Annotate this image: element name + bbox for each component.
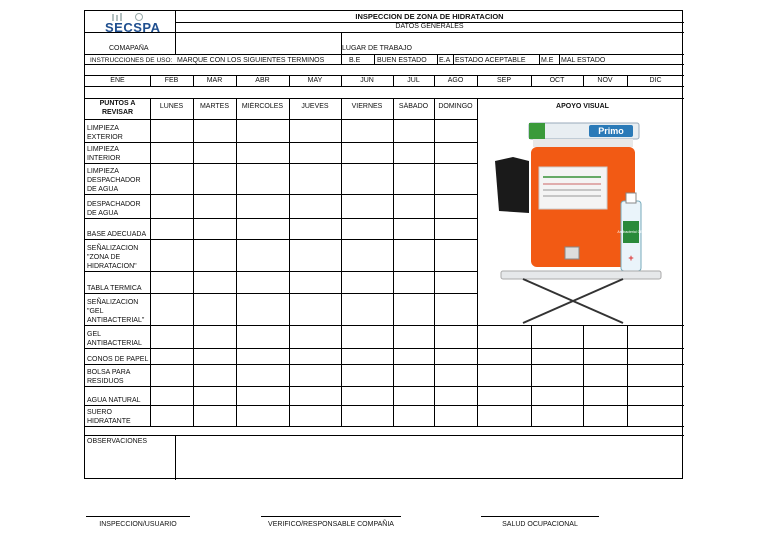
check-cell[interactable] <box>289 271 341 293</box>
check-cell[interactable] <box>341 271 393 293</box>
check-cell[interactable] <box>150 163 193 194</box>
brand-label: Primo <box>598 126 624 136</box>
check-cell[interactable] <box>341 194 393 218</box>
day-header-4: JUEVES <box>301 103 329 110</box>
check-cell[interactable] <box>341 364 393 386</box>
check-cell[interactable] <box>150 386 193 405</box>
check-cell[interactable] <box>341 142 393 163</box>
checklist-row-label: AGUA NATURAL <box>87 397 141 404</box>
checklist-row-label: LIMPIEZA EXTERIOR <box>87 125 123 141</box>
day-header-2: MARTES <box>199 103 230 110</box>
legend-code-me: M.E <box>541 57 554 64</box>
check-cell[interactable] <box>434 142 477 163</box>
visual-header: APOYO VISUAL <box>556 103 609 110</box>
check-cell[interactable] <box>393 325 434 348</box>
check-cell[interactable] <box>193 293 236 325</box>
form-title: INSPECCION DE ZONA DE HIDRATACION <box>355 12 504 21</box>
month-ene: ENE <box>110 77 125 84</box>
check-cell[interactable] <box>289 386 341 405</box>
month-jun: JUN <box>360 77 374 84</box>
month-nov: NOV <box>597 77 613 84</box>
instructions-label: INSTRUCCIONES DE USO: <box>90 57 173 64</box>
check-cell[interactable] <box>150 194 193 218</box>
check-cell[interactable] <box>434 325 477 348</box>
check-cell[interactable] <box>289 293 341 325</box>
month-jul: JUL <box>407 77 420 84</box>
observations-label: OBSERVACIONES <box>87 438 148 445</box>
check-cell[interactable] <box>393 218 434 239</box>
observations-field[interactable] <box>175 435 684 479</box>
checklist-row-label: SEÑALIZACION "ZONA DE HIDRATACION" <box>87 245 139 270</box>
check-cell[interactable] <box>150 142 193 163</box>
checklist-row-label: BOLSA PARA RESIDUOS <box>87 369 131 385</box>
check-cell[interactable] <box>289 218 341 239</box>
check-cell[interactable] <box>150 239 193 271</box>
check-cell[interactable] <box>393 194 434 218</box>
check-cell[interactable] <box>193 142 236 163</box>
check-cell[interactable] <box>289 348 341 364</box>
hydration-station-image <box>493 121 665 326</box>
check-cell[interactable] <box>193 348 236 364</box>
logo-text: SECSPA <box>105 20 161 35</box>
check-cell[interactable] <box>236 119 289 142</box>
check-cell[interactable] <box>236 239 289 271</box>
check-cell[interactable] <box>289 142 341 163</box>
checklist-row-label: DESPACHADOR DE AGUA <box>87 201 141 217</box>
check-cell[interactable] <box>150 325 193 348</box>
check-cell[interactable] <box>193 163 236 194</box>
check-cell[interactable] <box>434 348 477 364</box>
check-cell[interactable] <box>193 119 236 142</box>
check-cell[interactable] <box>341 119 393 142</box>
instructions-text: MARQUE CON LOS SIGUIENTES TERMINOS <box>177 57 325 64</box>
checklist-row-label: CONOS DE PAPEL <box>87 356 149 363</box>
month-may: MAY <box>307 77 323 84</box>
points-header: PUNTOS A REVISAR <box>99 100 136 116</box>
check-cell[interactable] <box>434 163 477 194</box>
check-cell[interactable] <box>236 386 289 405</box>
check-cell[interactable] <box>393 239 434 271</box>
check-cell[interactable] <box>150 119 193 142</box>
check-cell[interactable] <box>393 386 434 405</box>
check-cell[interactable] <box>236 163 289 194</box>
checklist-row-label: TABLA TERMICA <box>87 285 142 292</box>
month-sep: SEP <box>496 77 511 84</box>
workplace-label: LUGAR DE TRABAJO <box>342 45 412 52</box>
check-cell[interactable] <box>289 364 341 386</box>
month-mar: MAR <box>206 77 223 84</box>
checklist-row-label: LIMPIEZA DESPACHADOR DE AGUA <box>87 168 141 193</box>
check-cell[interactable] <box>434 119 477 142</box>
check-cell[interactable] <box>393 405 434 426</box>
check-cell[interactable] <box>393 119 434 142</box>
signature-inspector[interactable] <box>86 516 190 530</box>
checklist-row-label: LIMPIEZA INTERIOR <box>87 146 121 162</box>
check-cell[interactable] <box>393 163 434 194</box>
check-cell[interactable] <box>341 405 393 426</box>
check-cell[interactable] <box>434 405 477 426</box>
check-cell[interactable] <box>289 194 341 218</box>
day-header-7: DOMINGO <box>438 103 473 110</box>
check-cell[interactable] <box>236 405 289 426</box>
check-cell[interactable] <box>434 239 477 271</box>
check-cell[interactable] <box>193 271 236 293</box>
check-cell[interactable] <box>193 364 236 386</box>
check-cell[interactable] <box>341 348 393 364</box>
signature-company[interactable] <box>261 516 401 530</box>
check-cell[interactable] <box>393 271 434 293</box>
gel-label: Antibacterial GEL <box>617 230 645 234</box>
legend-code-be: B.E <box>349 57 361 64</box>
check-cell[interactable] <box>193 239 236 271</box>
check-cell[interactable] <box>193 194 236 218</box>
month-oct: OCT <box>549 77 565 84</box>
check-cell[interactable] <box>393 348 434 364</box>
checklist-row-label: SUERO HIDRATANTE <box>87 409 131 425</box>
trash-bag-icon <box>495 157 529 213</box>
check-cell[interactable] <box>393 142 434 163</box>
day-header-1: LUNES <box>159 103 184 110</box>
check-cell[interactable] <box>236 364 289 386</box>
check-cell[interactable] <box>236 194 289 218</box>
form-subtitle: DATOS GENERALES <box>395 23 464 30</box>
check-cell[interactable] <box>341 163 393 194</box>
day-header-6: SÁBADO <box>398 103 429 110</box>
month-ago: AGO <box>447 77 464 84</box>
check-cell[interactable] <box>150 348 193 364</box>
check-cell[interactable] <box>341 239 393 271</box>
legend-meaning-be: BUEN ESTADO <box>377 57 427 64</box>
month-dic: DIC <box>649 77 662 84</box>
check-cell[interactable] <box>289 163 341 194</box>
check-cell[interactable] <box>393 364 434 386</box>
check-cell[interactable] <box>341 325 393 348</box>
checklist-row-label: BASE ADECUADA <box>87 231 147 238</box>
signature-label: VERIFICO/RESPONSABLE COMPAÑIA <box>268 521 394 528</box>
check-cell[interactable] <box>434 386 477 405</box>
check-cell[interactable] <box>150 271 193 293</box>
check-cell[interactable] <box>236 142 289 163</box>
checklist-row-label: SEÑALIZACION "GEL ANTIBACTERIAL" <box>87 299 145 324</box>
red-cross-icon: + <box>628 253 634 263</box>
check-cell[interactable] <box>236 271 289 293</box>
check-cell[interactable] <box>341 293 393 325</box>
check-cell[interactable] <box>193 405 236 426</box>
check-cell[interactable] <box>193 218 236 239</box>
legend-meaning-ea: ESTADO ACEPTABLE <box>455 57 526 64</box>
check-cell[interactable] <box>289 325 341 348</box>
inspection-form <box>84 10 683 479</box>
check-cell[interactable] <box>150 218 193 239</box>
check-cell[interactable] <box>434 293 477 325</box>
check-cell[interactable] <box>236 348 289 364</box>
check-cell[interactable] <box>434 218 477 239</box>
check-cell[interactable] <box>434 364 477 386</box>
month-feb: FEB <box>164 77 179 84</box>
check-cell[interactable] <box>341 386 393 405</box>
check-cell[interactable] <box>193 325 236 348</box>
check-cell[interactable] <box>434 194 477 218</box>
check-cell[interactable] <box>434 271 477 293</box>
check-cell[interactable] <box>341 218 393 239</box>
legend-meaning-me: MAL ESTADO <box>561 57 606 64</box>
check-cell[interactable] <box>150 405 193 426</box>
check-cell[interactable] <box>236 293 289 325</box>
signature-label: INSPECCION/USUARIO <box>99 521 177 528</box>
check-cell[interactable] <box>289 119 341 142</box>
signature-label: SALUD OCUPACIONAL <box>502 521 578 528</box>
check-cell[interactable] <box>236 218 289 239</box>
check-cell[interactable] <box>150 364 193 386</box>
checklist-row-label: GEL ANTIBACTERIAL <box>87 331 142 347</box>
day-header-3: MIÉRCOLES <box>241 103 284 110</box>
check-cell[interactable] <box>289 405 341 426</box>
month-abr: ABR <box>255 77 270 84</box>
check-cell[interactable] <box>150 293 193 325</box>
check-cell[interactable] <box>393 293 434 325</box>
company-field[interactable] <box>176 32 341 55</box>
workplace-field[interactable] <box>425 32 684 55</box>
secspa-logo <box>105 12 175 34</box>
check-cell[interactable] <box>236 325 289 348</box>
legend-code-ea: E.A <box>439 57 451 64</box>
check-cell[interactable] <box>193 386 236 405</box>
company-label: COMAPAÑA <box>109 45 149 52</box>
day-header-5: VIERNES <box>351 103 383 110</box>
signature-occupational-health[interactable] <box>481 516 599 530</box>
check-cell[interactable] <box>289 239 341 271</box>
